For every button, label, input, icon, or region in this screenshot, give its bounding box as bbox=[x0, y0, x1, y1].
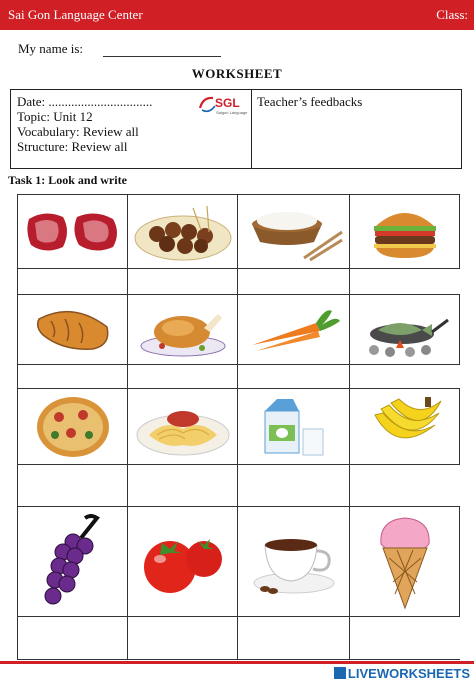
picture-cell bbox=[128, 389, 238, 465]
answer-box[interactable] bbox=[350, 269, 460, 295]
tomato-icon bbox=[138, 527, 228, 597]
answer-box[interactable] bbox=[18, 365, 128, 389]
answer-box[interactable] bbox=[128, 617, 238, 659]
noodles-icon bbox=[135, 395, 231, 459]
answer-box[interactable] bbox=[18, 465, 128, 507]
meatballs-icon bbox=[133, 202, 233, 262]
topic-line: Topic: Unit 12 bbox=[17, 109, 93, 124]
picture-cell bbox=[238, 507, 350, 617]
feedback-label: Teacher’s feedbacks bbox=[257, 94, 363, 109]
answer-box[interactable] bbox=[238, 269, 350, 295]
answer-box[interactable] bbox=[18, 269, 128, 295]
picture-cell bbox=[18, 507, 128, 617]
hamburger-icon bbox=[370, 202, 440, 262]
date-line: Date: ................................ bbox=[17, 94, 153, 109]
worksheet-title: WORKSHEET bbox=[191, 66, 283, 81]
ice-cream-icon bbox=[375, 514, 435, 610]
header-bar bbox=[0, 0, 474, 30]
picture-cell bbox=[128, 195, 238, 269]
pizza-icon bbox=[35, 395, 111, 459]
picture-cell bbox=[350, 507, 460, 617]
picture-cell bbox=[128, 507, 238, 617]
answer-box[interactable] bbox=[128, 465, 238, 507]
center-name: Sai Gon Language Center bbox=[8, 7, 143, 22]
picture-cell bbox=[238, 295, 350, 365]
picture-cell bbox=[238, 389, 350, 465]
footer-line bbox=[0, 661, 474, 664]
footer-logo bbox=[334, 666, 470, 681]
grapes-icon bbox=[41, 514, 105, 610]
liveworksheets-icon bbox=[334, 667, 346, 679]
footer-brand: LIVEWORKSHEETS bbox=[347, 666, 470, 681]
info-box bbox=[10, 89, 462, 169]
bread-icon bbox=[33, 305, 113, 355]
structure-line: Structure: Review all bbox=[17, 139, 128, 154]
carrot-icon bbox=[246, 305, 342, 355]
picture-cell bbox=[18, 195, 128, 269]
coffee-icon bbox=[251, 527, 337, 597]
logo-subtext: Saigon Language bbox=[216, 110, 248, 115]
info-lines bbox=[17, 94, 152, 154]
chicken-icon bbox=[138, 302, 228, 358]
answer-box[interactable] bbox=[350, 365, 460, 389]
picture-cell bbox=[18, 389, 128, 465]
banana-icon bbox=[367, 395, 443, 459]
rice-icon bbox=[244, 202, 344, 262]
picture-cell bbox=[350, 295, 460, 365]
picture-grid bbox=[17, 194, 460, 660]
answer-box[interactable] bbox=[350, 617, 460, 659]
milk-icon bbox=[259, 395, 329, 459]
beef-icon bbox=[25, 209, 121, 255]
answer-box[interactable] bbox=[350, 465, 460, 507]
picture-cell bbox=[128, 295, 238, 365]
logo-text: SGL bbox=[215, 96, 240, 110]
answer-box[interactable] bbox=[238, 617, 350, 659]
picture-cell bbox=[18, 295, 128, 365]
name-input-line[interactable] bbox=[103, 56, 221, 57]
answer-box[interactable] bbox=[238, 465, 350, 507]
info-divider bbox=[251, 90, 252, 168]
class-label: Class: bbox=[436, 7, 468, 22]
fish-icon bbox=[360, 302, 450, 358]
answer-box[interactable] bbox=[18, 617, 128, 659]
picture-cell bbox=[350, 389, 460, 465]
answer-box[interactable] bbox=[128, 269, 238, 295]
vocabulary-line: Vocabulary: Review all bbox=[17, 124, 139, 139]
sgl-logo bbox=[197, 94, 253, 116]
name-label: My name is: bbox=[18, 41, 83, 56]
task1-title: Task 1: Look and write bbox=[8, 173, 127, 187]
picture-cell bbox=[350, 195, 460, 269]
answer-box[interactable] bbox=[128, 365, 238, 389]
picture-cell bbox=[238, 195, 350, 269]
answer-box[interactable] bbox=[238, 365, 350, 389]
